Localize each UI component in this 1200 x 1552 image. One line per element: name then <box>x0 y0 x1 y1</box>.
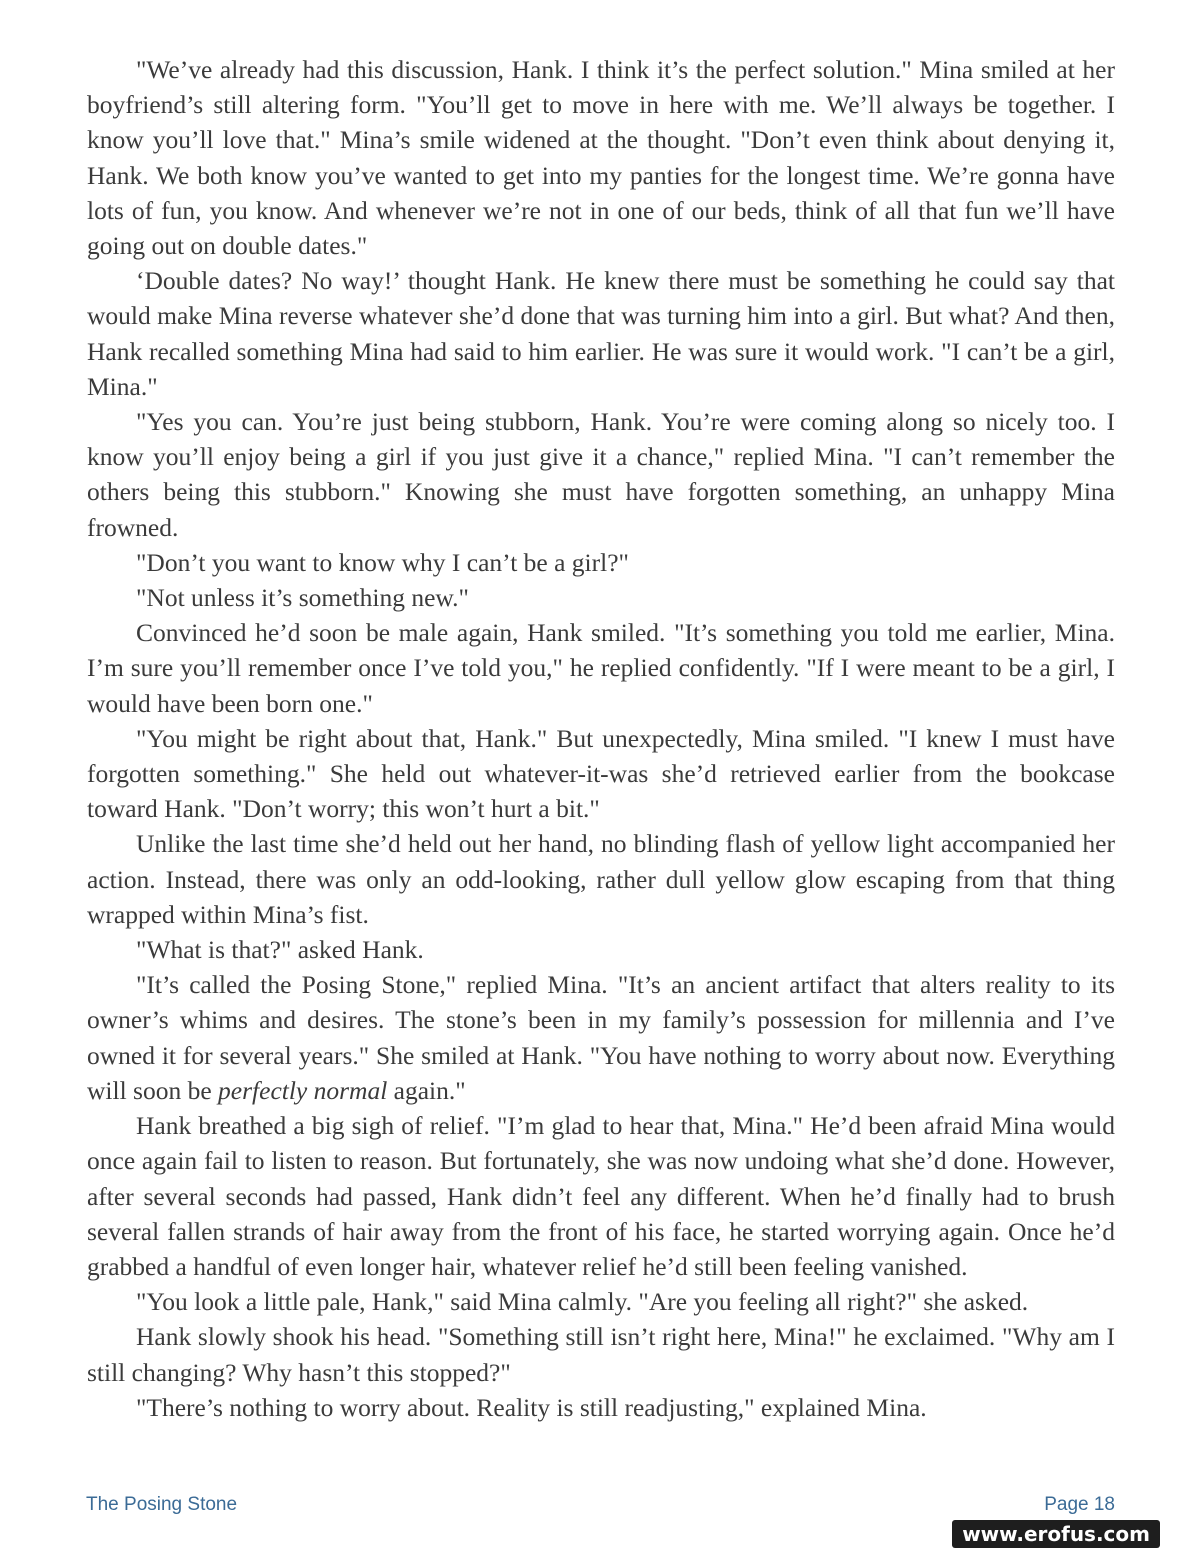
emphasized-text: perfectly normal <box>218 1075 388 1105</box>
paragraph: "You might be right about that, Hank." But unexpectedly, Mina smiled. "I knew I must have forgotten something." She held out whatever-it-was she’d retrieved earlier from the bookcase toward Hank. "Don’t worry; this won’t hurt a bit." <box>87 723 1115 824</box>
paragraph: "Yes you can. You’re just being stubborn, Hank. You’re were coming along so nicely too. I know you’ll enjoy being a girl if you just give it a chance," replied Mina. "I can’t remember the others being this stubborn." Knowing she must have forgotten something, an unhappy Mina frowned. <box>87 407 1115 542</box>
footer-book-title: The Posing Stone <box>86 1494 238 1515</box>
page-body <box>87 52 1115 1425</box>
watermark: www.erofus.com <box>952 1520 1160 1548</box>
paragraph: "There’s nothing to worry about. Reality is still readjusting," explained Mina. <box>136 1392 927 1422</box>
paragraph: ‘Double dates? No way!’ thought Hank. He knew there must be something he could say that would make Mina reverse whatever she’d done that was turning him into a girl. But what? And then, Hank recalled something Mina had said to him earlier. He was sure it would work. "I can’t be a girl, Mina." <box>87 266 1115 401</box>
paragraph <box>87 967 1115 1108</box>
paragraph: Convinced he’d soon be male again, Hank smiled. "It’s something you told me earlier, Mina. I’m sure you’ll remember once I’ve told you," he replied confidently. "If I were meant to be a girl, I would have been born one." <box>87 618 1115 718</box>
paragraph: "Don’t you want to know why I can’t be a girl?" <box>136 547 629 577</box>
paragraph: "Not unless it’s something new." <box>136 583 469 613</box>
paragraph: "You look a little pale, Hank," said Mina calmly. "Are you feeling all right?" she asked. <box>136 1287 1029 1317</box>
paragraph-text: again." <box>387 1075 466 1105</box>
paragraph: "What is that?" asked Hank. <box>136 935 424 965</box>
footer-page-number: Page 18 <box>1044 1494 1115 1515</box>
paragraph: Hank slowly shook his head. "Something still isn’t right here, Mina!" he exclaimed. "Why am I still changing? Why hasn’t this stopped?" <box>87 1322 1115 1387</box>
paragraph: Unlike the last time she’d held out her hand, no blinding flash of yellow light accompanied her action. Instead, there was only an odd-looking, rather dull yellow glow escaping from that thing wrapped within Mina’s fist. <box>87 829 1115 929</box>
paragraph: "We’ve already had this discussion, Hank. I think it’s the perfect solution." Mina smiled at her boyfriend’s still altering form. "You’ll get to move in here with me. We’ll always be together. I know you’ll love that." Mina’s smile widened at the thought. "Don’t even think about denying it, Hank. We both know you’ve wanted to get into my panties for the longest time. We’re gonna have lots of fun, you know. And whenever we’re not in one of our beds, think of all that fun we’ll have going out on double dates." <box>87 55 1115 261</box>
paragraph: Hank breathed a big sigh of relief. "I’m glad to hear that, Mina." He’d been afraid Mina would once again fail to listen to reason. But fortunately, she was now undoing what she’d done. However, after several seconds had passed, Hank didn’t feel any different. When he’d finally had to brush several fallen strands of hair away from the front of his face, he started worrying again. Once he’d grabbed a handful of even longer hair, whatever relief he’d still been feeling vanished. <box>87 1111 1115 1281</box>
paragraph-text: "It’s called the Posing Stone," replied Mina. "It’s an ancient artifact that alters reality to its owner’s whims and desires. The stone’s been in my family’s possession for millennia and I’ve owned it for several years." She smiled at Hank. "You have nothing to worry about now. Everything will soon be <box>87 970 1115 1105</box>
